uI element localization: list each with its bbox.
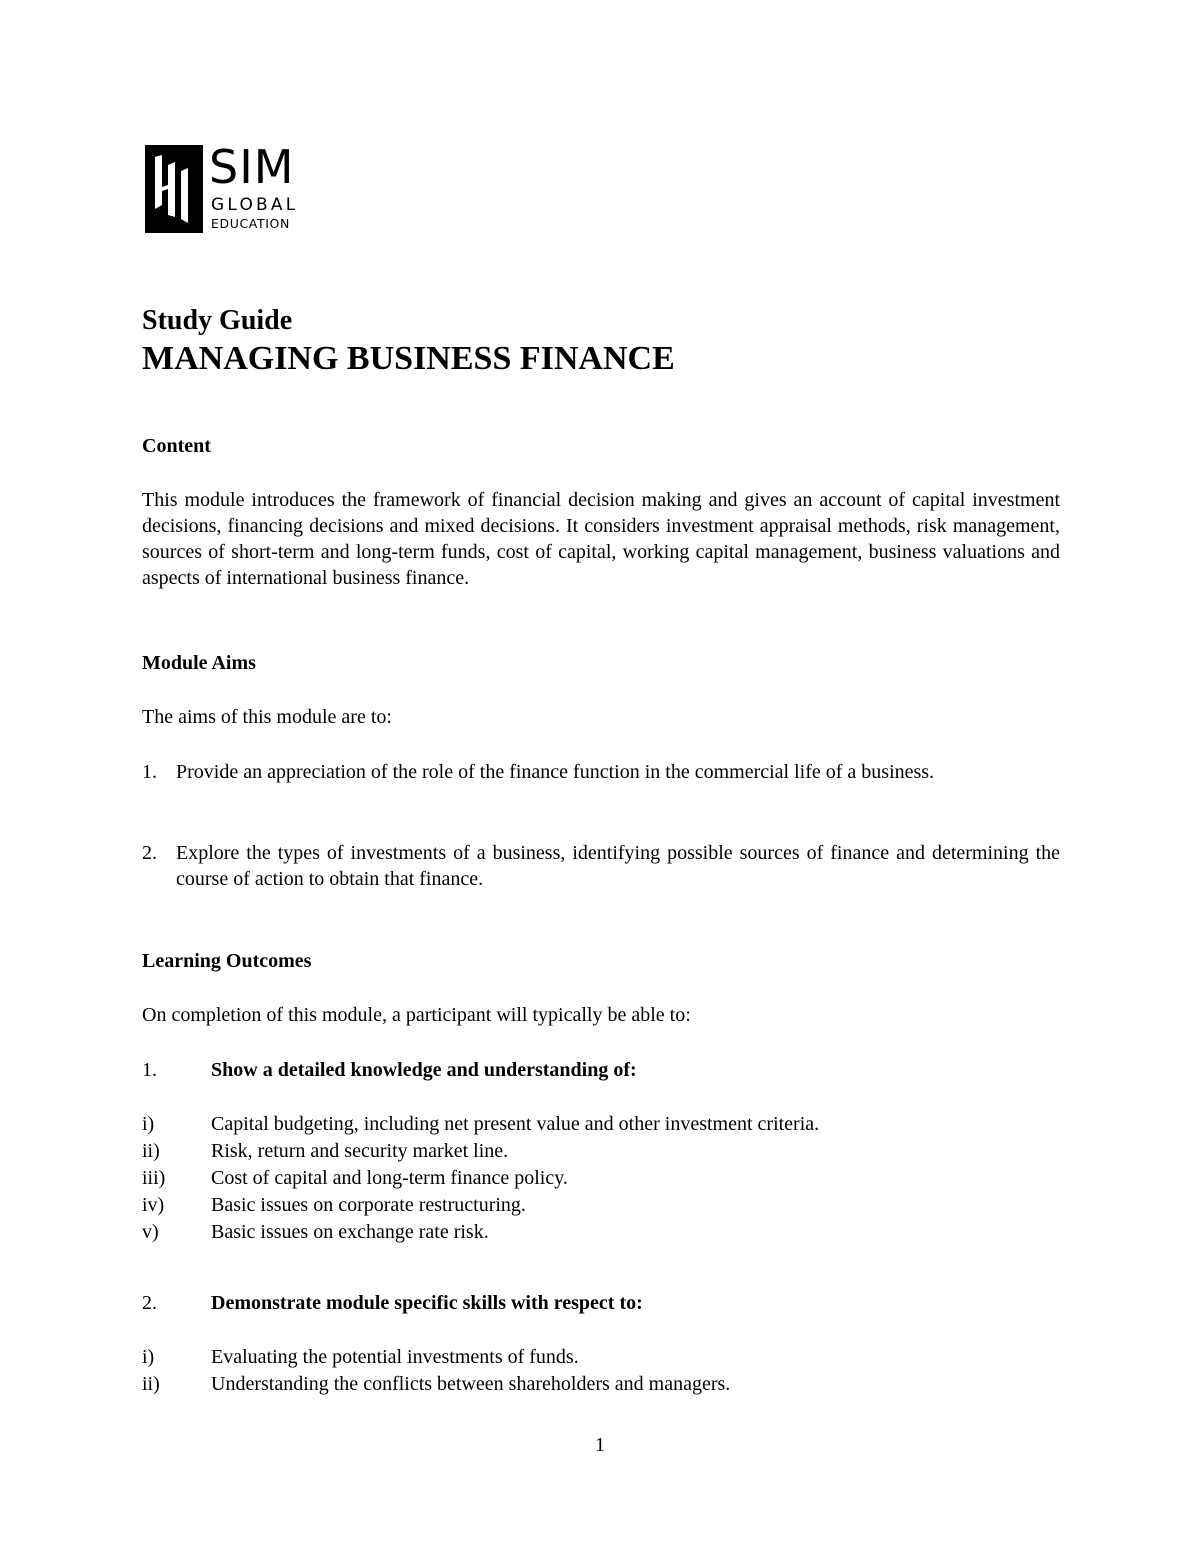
aim-item <box>142 840 1060 892</box>
logo-line3: EDUCATION <box>211 216 290 231</box>
list-item <box>142 1344 1060 1371</box>
sim-global-education-logo <box>145 140 315 237</box>
list-item <box>142 1371 1060 1398</box>
outcomes-heading: Learning Outcomes <box>142 950 312 972</box>
document-subtitle: Study Guide <box>142 305 293 336</box>
list-item-label: iii) <box>142 1167 166 1189</box>
list-item <box>142 1111 1060 1138</box>
aim-number: 1. <box>142 761 157 783</box>
outcomes-intro: On completion of this module, a participant will typically be able to: <box>142 1004 691 1026</box>
list-item-text: Basic issues on exchange rate risk. <box>211 1221 489 1243</box>
list-item <box>142 1165 1060 1192</box>
logo-mark-icon <box>145 145 203 233</box>
outcome-section-heading: Demonstrate module specific skills with respect to: <box>211 1292 643 1314</box>
list-item <box>142 1192 1060 1219</box>
list-item <box>142 1219 1060 1246</box>
list-item-text: Cost of capital and long-term finance policy. <box>211 1167 568 1189</box>
outcome-list <box>142 1344 1060 1398</box>
outcome-section-number: 1. <box>142 1059 157 1081</box>
logo-name: SIM <box>209 140 295 194</box>
aim-text: Provide an appreciation of the role of the finance function in the commercial life of a business. <box>176 761 935 783</box>
aim-text: Explore the types of investments of a business, identifying possible sources of finance and determining the course of action to obtain that finance. <box>176 842 1060 890</box>
list-item-text: Capital budgeting, including net present value and other investment criteria. <box>211 1113 820 1135</box>
content-heading: Content <box>142 435 211 457</box>
outcome-section-number: 2. <box>142 1292 157 1314</box>
list-item-label: iv) <box>142 1194 165 1216</box>
outcome-section-heading: Show a detailed knowledge and understanding of: <box>211 1059 637 1081</box>
list-item-text: Evaluating the potential investments of funds. <box>211 1346 579 1368</box>
outcome-list <box>142 1111 1060 1246</box>
document-title: MANAGING BUSINESS FINANCE <box>142 340 675 377</box>
list-item-text: Basic issues on corporate restructuring. <box>211 1194 526 1216</box>
aims-heading: Module Aims <box>142 652 256 674</box>
list-item-label: i) <box>142 1113 155 1135</box>
aims-intro: The aims of this module are to: <box>142 706 392 728</box>
logo-line2: GLOBAL <box>211 195 299 215</box>
aim-item <box>142 759 1060 785</box>
list-item-label: ii) <box>142 1373 160 1395</box>
content-paragraph: This module introduces the framework of financial decision making and gives an account of capital investment decisions, financing decisions and mixed decisions. It considers investment appraisal methods, risk management, sources of short-term and long-term funds, cost of capital, working capital management, business valuations and aspects of international business finance. <box>142 489 1060 589</box>
list-item-label: v) <box>142 1221 159 1243</box>
page-number: 1 <box>595 1434 605 1456</box>
list-item-text: Risk, return and security market line. <box>211 1140 509 1162</box>
list-item-label: i) <box>142 1346 155 1368</box>
aim-number: 2. <box>142 842 157 864</box>
list-item <box>142 1138 1060 1165</box>
list-item-label: ii) <box>142 1140 160 1162</box>
list-item-text: Understanding the conflicts between shareholders and managers. <box>211 1373 731 1395</box>
